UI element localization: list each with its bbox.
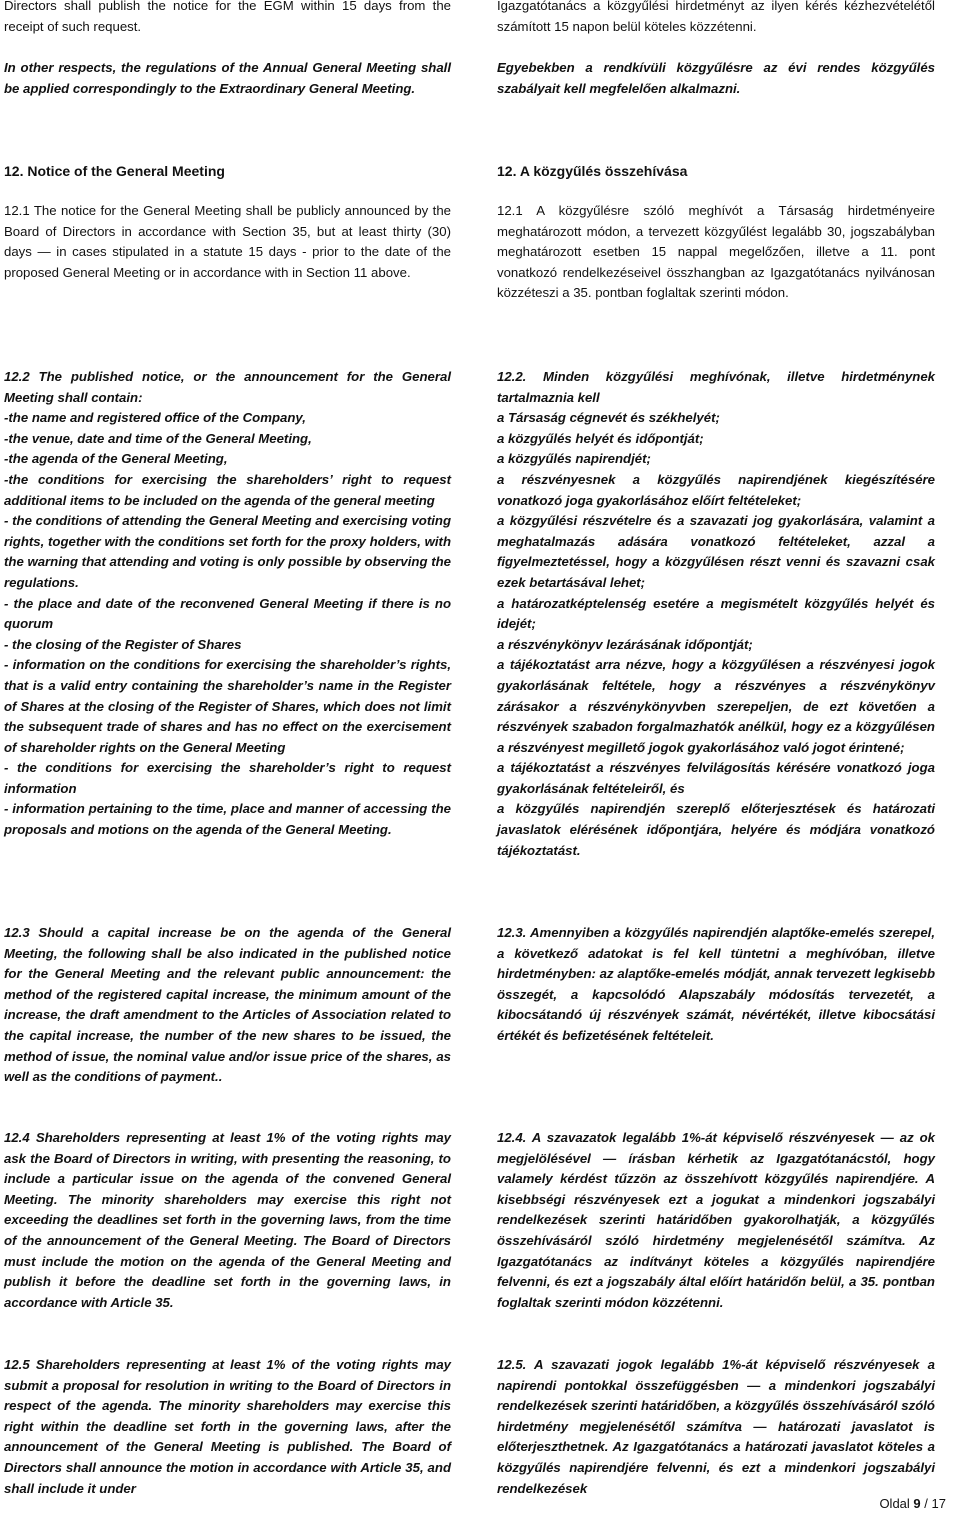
list-item: - the conditions of attending the General Meeting and exercising voting rights, together with the conditions set forth for the proxy holders, with the warning that attending and voting is only possible by observing the regulations. bbox=[4, 513, 451, 590]
paragraph: 12.2 The published notice, or the announcement for the General Meeting shall contain: bbox=[4, 369, 451, 405]
english-column bbox=[4, 201, 451, 283]
page-number bbox=[879, 1495, 946, 1513]
list-item: - the conditions for exercising the shareholder’s right to request information bbox=[4, 760, 451, 796]
list-item: a részvényesnek a közgyűlés napirendjének kiegészítésére vonatkozó joga gyakorlásához előírt feltételeket; bbox=[497, 471, 935, 508]
english-column bbox=[4, 367, 451, 841]
list-item: a Társaság cégnevét és székhelyét; bbox=[497, 410, 720, 426]
english-column bbox=[4, 161, 451, 182]
english-column bbox=[4, 0, 451, 37]
english-column bbox=[4, 1355, 451, 1499]
english-column bbox=[4, 1128, 451, 1313]
page-total: 17 bbox=[931, 1496, 946, 1511]
paragraph: 12.4. A szavazatok legalább 1%-át képviselő részvényesek — az ok megjelölésével — írásban kérhetik az Igazgatótanácstól, hogy valamely kérdést tűzzön az összehívott közgyűlés napirendjére. A kisebbségi részvényesek ezt a jogukat a mindenkori jogszabályi rendelkezések szerinti határidőben gyakorolhatják, a közgyűlés összehívásáról szóló hirdetmény megjelenésétől számítva. Az Igazgatótanács az indítványt köteles a közgyűlés napirendjére felvenni, és ezt a jogszabály által előírt határidőn belül, a 35. pontban foglaltak szerinti módon közzétenni. bbox=[497, 1130, 935, 1310]
paragraph: 12.4 Shareholders representing at least 1% of the voting rights may ask the Board of Directors in writing, with presenting the reasoning, to include a particular issue on the agenda of the convened General Meeting. The minority shareholders may exercise this right not exceeding the deadlines set forth in the governing laws, from the time of the announcement of the General Meeting. The Board of Directors must include the motion on the agenda of the General Meeting and publish it before the deadline set forth in the governing laws, in accordance with Article 35. bbox=[4, 1130, 451, 1310]
list-item: -the venue, date and time of the General Meeting, bbox=[4, 430, 312, 446]
list-item: a határozatképtelenség esetére a megismételt közgyűlés helyét és idejét; bbox=[497, 595, 935, 632]
paragraph: 12.5 Shareholders representing at least 1% of the voting rights may submit a proposal for resolution in writing to the Board of Directors in respect of the agenda. The minority shareholders may exercise this right within the deadline set forth in the governing laws, after the announcement of the General Meeting is published. The Board of Directors shall announce the motion in accordance with Article 35, and shall include it under bbox=[4, 1357, 451, 1496]
hungarian-column bbox=[497, 1128, 935, 1313]
list-item: - information on the conditions for exercising the shareholder’s rights, that is a valid entry containing the shareholder’s name in the Register of Shares at the closing of the Register of Shares, which does not limit the subsequent trade of shares and has no effect on the exercisement of shareholder rights on the General Meeting bbox=[4, 657, 451, 755]
page-current: 9 bbox=[913, 1496, 921, 1511]
english-column bbox=[4, 58, 451, 99]
paragraph: 12.1 The notice for the General Meeting shall be publicly announced by the Board of Directors in accordance with Section 35, but at least thirty (30) days — in cases stipulated in a statute 15 days - prior to the date of the proposed General Meeting or in accordance with in Section 11 above. bbox=[4, 203, 451, 280]
paragraph: In other respects, the regulations of the Annual General Meeting shall be applied correspondingly to the Extraordinary General Meeting. bbox=[4, 60, 451, 96]
hungarian-column bbox=[497, 923, 935, 1047]
paragraph: Egyebekben a rendkívüli közgyűlésre az évi rendes közgyűlés szabályait kell megfelelően alkalmazni. bbox=[497, 60, 935, 96]
paragraph: 12.3 Should a capital increase be on the agenda of the General Meeting, the following shall be also indicated in the published notice for the General Meeting and the relevant public announcement: the method of the registered capital increase, the minimum amount of the increase, the draft amendment to the Articles of Association related to the capital increase, the number of the new shares to be issued, the method of issue, the nominal value and/or issue price of the shares, as well as the conditions of payment.. bbox=[4, 925, 451, 1085]
hungarian-column bbox=[497, 161, 935, 182]
hungarian-column bbox=[497, 58, 935, 99]
list-item: a közgyűlési részvételre és a szavazati jog gyakorlására, valamint a meghatalmazás adására vonatkozó feltételeket, azzal a figyelmeztetéssel, hogy a közgyűlésen részt venni és szavazni csak ezek betartásával lehet; bbox=[497, 513, 935, 590]
list-item: -the name and registered office of the Company, bbox=[4, 410, 306, 426]
hungarian-column bbox=[497, 1355, 935, 1499]
hungarian-column bbox=[497, 201, 935, 304]
list-item: - the place and date of the reconvened General Meeting if there is no quorum bbox=[4, 595, 451, 632]
paragraph: Igazgatótanács a közgyűlési hirdetményt az ilyen kérés kézhezvételétől számított 15 napon belül köteles közzétenni. bbox=[497, 0, 935, 34]
paragraph: 12.2. Minden közgyűlési meghívónak, illetve hirdetménynek tartalmaznia kell bbox=[497, 369, 935, 405]
hungarian-column bbox=[497, 0, 935, 37]
english-column bbox=[4, 923, 451, 1088]
list-item: - the closing of the Register of Shares bbox=[4, 636, 242, 652]
section-heading: 12. Notice of the General Meeting bbox=[4, 163, 225, 179]
paragraph: 12.5. A szavazati jogok legalább 1%-át képviselő részvényesek a napirendi pontokkal összefüggésben — a mindenkori jogszabályi rendelkezések szerinti határidőben, a közgyűlés összehívásáról szóló hirdetmény megjelenésétől számítva — határozati javaslatot is előterjeszthetnek. Az Igazgatótanács a határozati javaslatot köteles a közgyűlés napirendjére felvenni, és ezt a mindenkori jogszabályi rendelkezések bbox=[497, 1357, 935, 1496]
list-item: - information pertaining to the time, place and manner of accessing the proposals and motions on the agenda of the General Meeting. bbox=[4, 801, 451, 838]
paragraph: 12.1 A közgyűlésre szóló meghívót a Társaság hirdetményeire meghatározott módon, a tervezett közgyűlést legalább 30, jogszabályban meghatározott esetben 15 nappal megelőzően, illetve a 11. pont vonatkozó rendelkezéseivel összhangban az Igazgatótanács nyilvánosan közzéteszi a 35. pontban foglaltak szerinti módon. bbox=[497, 203, 935, 301]
paragraph: Directors shall publish the notice for the EGM within 15 days from the receipt of such request. bbox=[4, 0, 451, 34]
section-heading: 12. A közgyűlés összehívása bbox=[497, 163, 688, 179]
list-item: -the conditions for exercising the shareholders’ right to request additional items to be included on the agenda of the general meeting bbox=[4, 471, 451, 508]
list-item: a részvénykönyv lezárásának időpontját; bbox=[497, 636, 753, 652]
list-item: a tájékoztatást a részvényes felvilágosítás kérésére vonatkozó joga gyakorlásának feltételeiről, és bbox=[497, 760, 935, 796]
list-item: a közgyűlés napirendjét; bbox=[497, 451, 651, 467]
page-separator: / bbox=[924, 1496, 928, 1511]
paragraph: 12.3. Amennyiben a közgyűlés napirendjén alaptőke-emelés szerepel, a következő adatokat is fel kell tüntetni a meghívóban, illetve hirdetményben: az alaptőke-emelés módját, annak tervezett legkisebb összegét, a kapcsolódó Alapszabály módosítás tervezetét, a kibocsátandó új részvények számát, névértékét, illetve kibocsátási értékét és befizetésének feltételeit. bbox=[497, 925, 935, 1043]
list-item: a tájékoztatást arra nézve, hogy a közgyűlésen a részvényesi jogok gyakorlásának feltétele, hogy a részvényes a részvénykönyv zárásakor a részvénykönyvben szerepeljen, de ezt követően a részvények szabadon forgalmazhatók anélkül, hogy ez a közgyűlésen a részvényest megillető jogok gyakorlásához való jogot érintené; bbox=[497, 657, 935, 755]
hungarian-column bbox=[497, 367, 935, 861]
list-item: -the agenda of the General Meeting, bbox=[4, 451, 228, 467]
list-item: a közgyűlés helyét és időpontját; bbox=[497, 430, 704, 446]
page-label: Oldal bbox=[879, 1496, 910, 1511]
list-item: a közgyűlés napirendjén szereplő előterjesztések és határozati javaslatok elérésének időpontjára, helyére és módjára vonatkozó tájékoztatást. bbox=[497, 801, 935, 858]
